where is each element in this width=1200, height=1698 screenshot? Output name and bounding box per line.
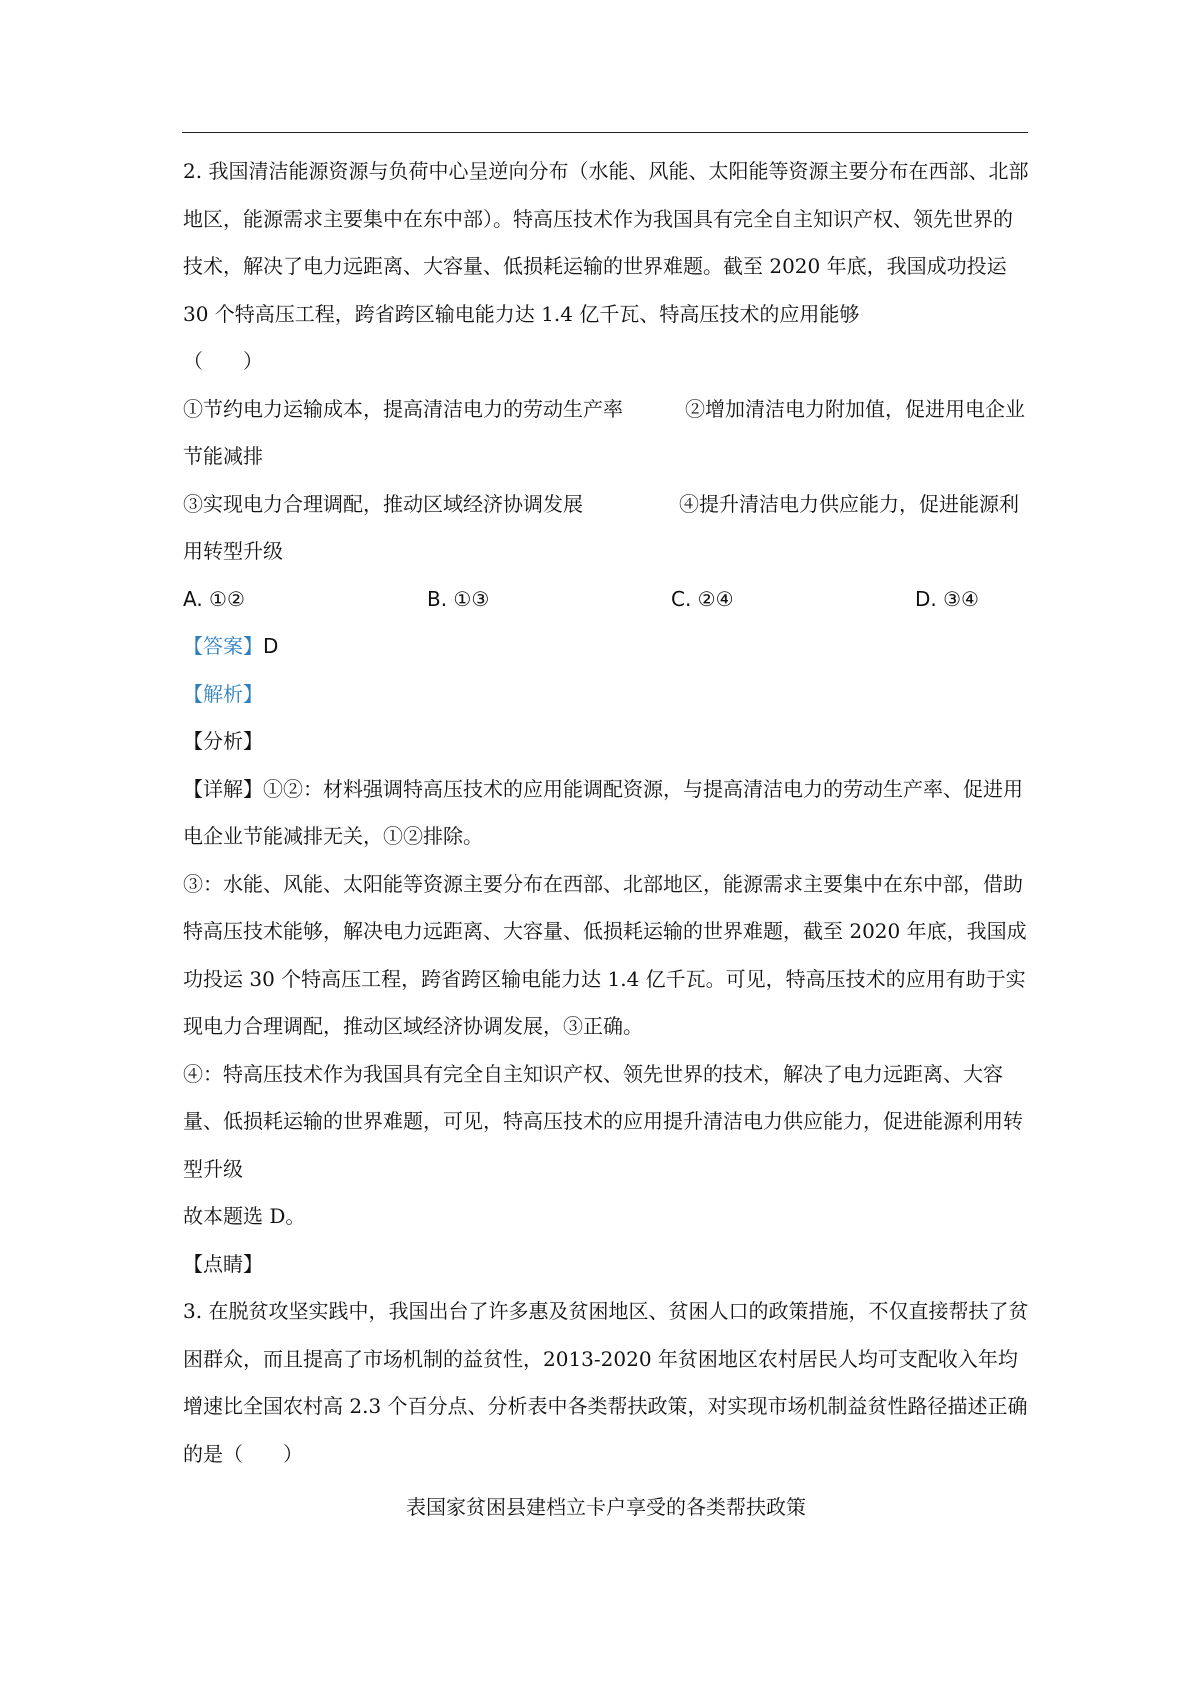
- dianjing-label: 【点睛】: [183, 1251, 263, 1276]
- question-2-options-row-1: [183, 386, 1029, 481]
- header-rule: [182, 132, 1028, 133]
- question-2-choices: [183, 576, 1029, 624]
- choice-c: C. ②④: [671, 586, 734, 611]
- question-2-stem: 2. 我国清洁能源资源与负荷中心呈逆向分布（水能、风能、太阳能等资源主要分布在西部、北部地区，能源需求主要集中在东中部）。特高压技术作为我国具有完全自主知识产权、领先世界的技术，解决了电力远距离、大容量、低损耗运输的世界难题。截至 2020 年底，我国成功投运 30 个特高压工程，跨省跨区输电能力达 1.4 亿千瓦、特高压技术的应用能够: [183, 159, 1029, 326]
- option-1: ①节约电力运输成本，提高清洁电力的劳动生产率: [183, 396, 623, 421]
- analysis-label: 【解析】: [183, 681, 263, 706]
- choice-a: A. ①②: [183, 586, 245, 611]
- conclusion: 故本题选 D。: [183, 1204, 306, 1228]
- choice-b: B. ①③: [427, 586, 490, 611]
- detail-paragraph-3: ④：特高压技术作为我国具有完全自主知识产权、领先世界的技术，解决了电力远距离、大容量、低损耗运输的世界难题，可见，特高压技术的应用提升清洁电力供应能力，促进能源利用转型升级: [183, 1061, 1023, 1181]
- question-3-stem: 3. 在脱贫攻坚实践中，我国出台了许多惠及贫困地区、贫困人口的政策措施，不仅直接帮扶了贫困群众，而且提高了市场机制的益贫性，2013-2020 年贫困地区农村居民人均可支配收入年均增速比全国农村高 2.3 个百分点、分析表中各类帮扶政策，对实现市场机制益贫性路径描述正确的是（ ）: [183, 1299, 1029, 1466]
- question-2-options-row-2: [183, 481, 1029, 576]
- choice-d: D. ③④: [915, 586, 979, 611]
- fenxi-label: 【分析】: [183, 729, 263, 753]
- option-3: ③实现电力合理调配，推动区域经济协调发展: [183, 491, 583, 516]
- answer-line: [183, 623, 1029, 671]
- option-2: ②增加清洁电力附加值，促进用电企业节能减排: [183, 396, 1025, 468]
- detail-paragraph-1: 【详解】①②：材料强调特高压技术的应用能调配资源，与提高清洁电力的劳动生产率、促进用电企业节能减排无关，①②排除。: [183, 776, 1023, 848]
- question-2-paren: （ ）: [183, 349, 263, 373]
- option-4: ④提升清洁电力供应能力，促进能源利用转型升级: [183, 491, 1019, 563]
- answer-label: 【答案】: [183, 634, 263, 658]
- answer-value: D: [263, 634, 279, 658]
- detail-paragraph-2: ③：水能、风能、太阳能等资源主要分布在西部、北部地区，能源需求主要集中在东中部，借助特高压技术能够，解决电力远距离、大容量、低损耗运输的世界难题，截至 2020 年底，我国成功投运 30 个特高压工程，跨省跨区输电能力达 1.4 亿千瓦。可见，特高压技术的应用有助于实现电力合理调配，推动区域经济协调发展，③正确。: [183, 871, 1027, 1038]
- document-body: [183, 148, 1029, 1532]
- table-caption: 表国家贫困县建档立卡户享受的各类帮扶政策: [406, 1495, 806, 1519]
